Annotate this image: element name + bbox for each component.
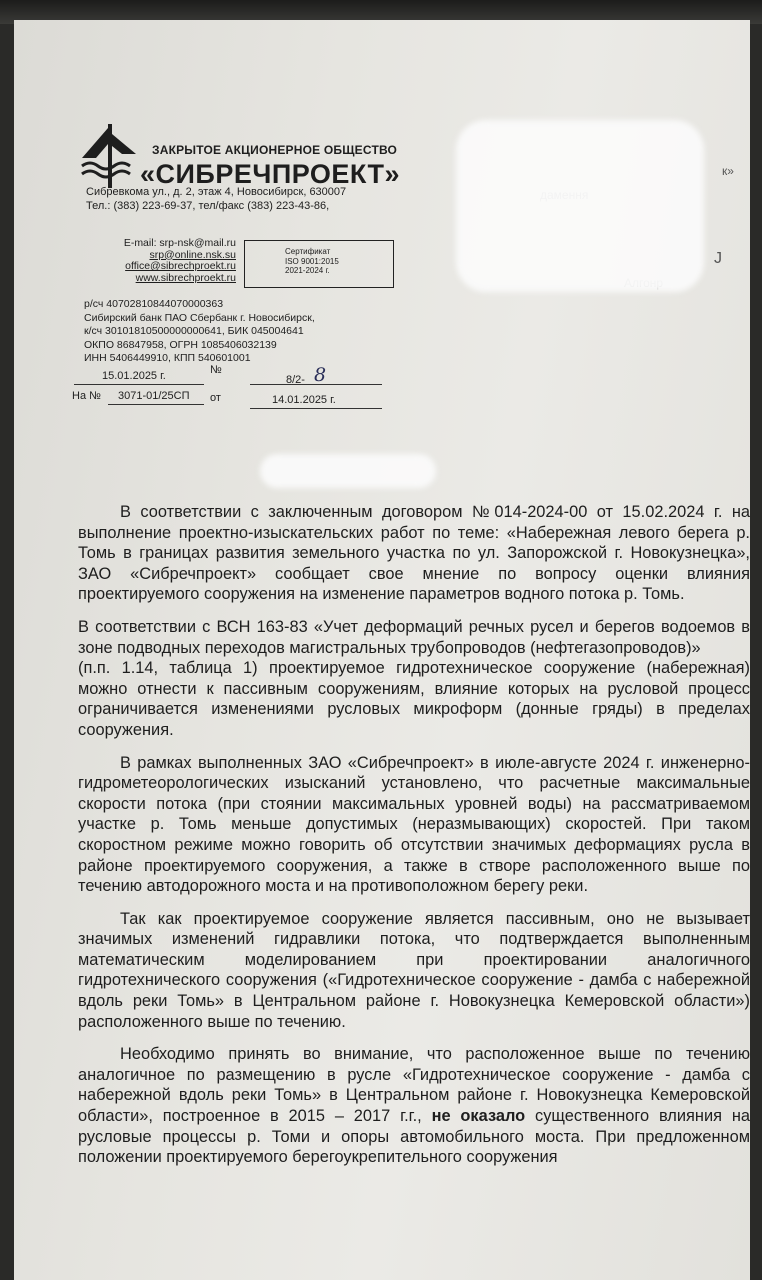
paragraph: Так как проектируемое сооружение является пассивным, оно не вызывает значимых изменений гидравлики потока, что подтверждается выполненным математическим моделированием при проектировании аналогичного гидротехнического сооружения («Гидротехническое сооружение - дамба с набережной вдоль реки Томь» в Центральном районе г. Новокузнецка Кемеровской области») расположенного выше по течению. [78,909,750,1031]
number-label: № [210,364,222,376]
paragraph: В соответствии с заключенным договором №014-2024-00 от 15.02.2024 г. на выполнение проектно-изыскательских работ по теме: «Набережная левого берега р. Томь в границах развития земельного участка по ул. Запорожской г. Новокузнецка», ЗАО «Сибречпроект» сообщает свое мнение по вопросу оценки влияния проектируемого сооружения на изменение параметров водного потока р. Томь. [78,503,750,604]
bank-line: ИНН 5406449910, КПП 540601001 [84,352,251,364]
company-contacts [86,238,236,284]
company-type: ЗАКРЫТОЕ АКЦИОНЕРНОЕ ОБЩЕСТВО [152,143,398,157]
emphasis-text: не оказало [431,1107,526,1126]
bank-line: ОКПО 86847958, ОГРН 1085406032139 [84,338,277,351]
paragraph: В соответствии с ВСН 163-83 «Учет деформаций речных русел и берегов водоемов в зоне подводных переходов магистральных трубопроводов (нефтегазопроводов)» [78,617,750,657]
email-primary[interactable]: E-mail: srp-nsk@mail.ru [123,237,236,249]
handwritten-number: 8 [314,364,327,386]
ref-from-label: от [210,392,221,404]
paragraph-text: существенного влияния на русловые процессы р. Томи и опоры автомобильного моста. При предложенном положении проектируемого берегоукрепительного сооружения [78,1107,750,1167]
certificate-period: 2021-2024 г. [285,266,330,275]
ref-date: 14.01.2025 г. [272,394,336,406]
recipient-fragment: J [714,250,722,267]
underline [74,384,204,385]
paragraph: В рамках выполненных ЗАО «Сибречпроект» в июле-августе 2024 г. инженерно-гидрометеорологических изысканий установлено, что расчетные максимальные скорости потока (при стоянии максимальных уровней воды) на рассматриваемом участке р. Томь меньше допустимых (неразмывающих) скоростей. При таком скоростном режиме можно говорить об отсутствии значимых деформациях русла в районе проектируемого сооружения, а также в створе расположенного выше по течению автодорожного моста и на противоположном берегу реки. [78,753,750,896]
underline [250,384,382,385]
email-office[interactable]: office@sibrechproekt.ru [125,260,236,272]
redaction-overlay [456,120,704,292]
company-phones: Тел.: (383) 223-69-37, тел/факс (383) 223-43-86, [86,200,330,212]
letter-body [78,502,750,1180]
company-address: Сибревкома ул., д. 2, этаж 4, Новосибирск, 630007 [86,186,347,198]
email-secondary[interactable]: srp@online.nsk.su [149,248,236,261]
company-name: «СИБРЕЧПРОЕКТ» [140,159,401,189]
certificate-box [244,240,394,288]
bank-line: р/сч 40702810844070000363 [84,298,224,310]
ref-number: 3071-01/25СП [118,390,190,402]
paragraph [78,1044,750,1168]
underline [250,408,382,409]
bank-line: Сибирский банк ПАО Сбербанк г. Новосибирск, [84,311,315,324]
outgoing-number: 8/2- [286,374,305,386]
paragraph-text: Необходимо принять во внимание, что расположенное выше по течению аналогичное по размещению в русле «Гидротехническое сооружение - дамба с набережной вдоль реки Томь» в Центральном районе г. Новокузнецка Кемеровской области», построенное в 2015 – 2017 г.г., [78,1045,750,1126]
letter-page [14,20,750,1280]
certificate-title: Сертификат [285,247,331,256]
certificate-standard: ISO 9001:2015 [285,256,339,266]
bank-line: к/сч 30101810500000000641, БИК 045004641 [84,325,304,337]
recipient-fragment: к» [722,164,734,178]
redaction-overlay [260,454,436,488]
website-link[interactable]: www.sibrechproekt.ru [135,271,236,284]
company-logo-icon [78,124,138,188]
underline [108,404,204,405]
paragraph: (п.п. 1.14, таблица 1) проектируемое гидротехническое сооружение (набережная) можно отнести к пассивным сооружениям, влияние которых на русловой процесс ограничивается изменениями русловых микроформ (донные гряды) в пределах сооружения. [78,659,750,739]
outgoing-date: 15.01.2025 г. [102,370,166,382]
bank-details [84,298,315,366]
ref-label: На № [72,390,101,402]
